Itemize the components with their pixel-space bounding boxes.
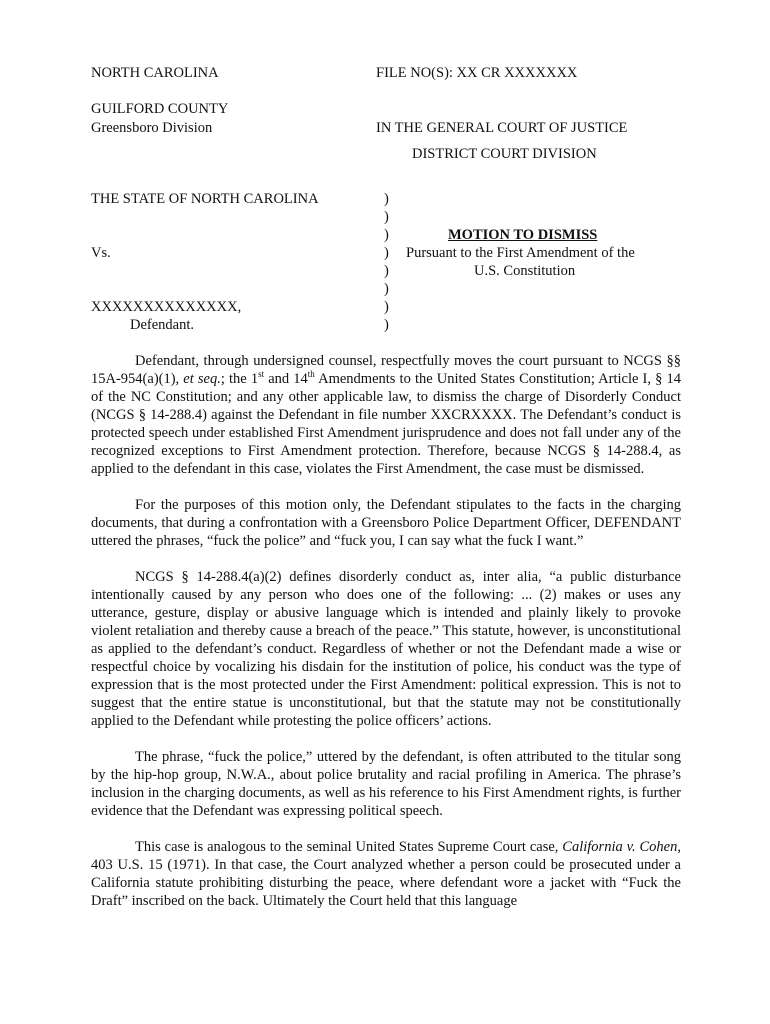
p1-text-c: ; the 1 <box>220 371 259 387</box>
paragraph-3: NCGS § 14-288.4(a)(2) defines disorderly conduct as, inter alia, “a public disturbance intentionally caused by any person who does one of the following: ... (2) makes or uses any utterance, gesture, display or abusive language which is intended and plainly likely to provoke violent retaliation and thereby cause a breach of the peace.” This statute, however, is unconstitutional as applied to the defendant’s conduct. Regardless of whether or not the Defendant made a wise or respectful choice by vocalizing his disdain for the institution of police, his conduct was the type of expression that is the most protected under the First Amendment: political expression. This is not to suggest that the entire statue is unconstitutional, but that the statute may not be constitutionally applied to the Defendant while protesting the police officers’ actions. <box>91 569 681 729</box>
division-name: Greensboro Division <box>91 120 213 136</box>
p1-superscript-2: th <box>307 369 315 380</box>
defendant-name: XXXXXXXXXXXXXX, <box>91 299 242 315</box>
p1-text-e: Amendments to the United States Constitution; Article I, § 14 of the NC Constitution; and any other applicable law, to dismiss the charge of Disorderly Conduct (NCGS § 14-288.4) against the Defendant in file number XXCRXXXX. The Defendant’s conduct is protected speech under established First Amendment jurisprudence and does not fall under any of the recognized exceptions to First Amendment protection. Therefore, because NCGS § 14-288.4, as applied to the defendant in this case, violates the First Amendment, the case must be dismissed. <box>91 371 681 477</box>
paren: ) <box>384 209 389 225</box>
paragraph-4: The phrase, “fuck the police,” uttered by the defendant, is often attributed to the titular song by the hip-hop group, N.W.A., about police brutality and racial profiling in America. The phrase’s inclusion in the charging documents, as well as his reference to his First Amendment rights, is further evidence that the Defendant was expressing political speech. <box>91 749 681 819</box>
state-name: NORTH CAROLINA <box>91 65 219 81</box>
versus-label: Vs. <box>91 245 111 261</box>
county-name: GUILFORD COUNTY <box>91 101 229 117</box>
court-name: IN THE GENERAL COURT OF JUSTICE <box>376 120 628 136</box>
case-citation: California v. Cohen <box>562 839 678 855</box>
motion-body <box>91 352 681 928</box>
motion-title: MOTION TO DISMISS <box>448 227 598 243</box>
plaintiff-name: THE STATE OF NORTH CAROLINA <box>91 191 319 207</box>
paren: ) <box>384 299 389 315</box>
motion-subtitle-line-1: Pursuant to the First Amendment of the <box>406 245 635 261</box>
paragraph-5 <box>91 838 681 910</box>
paren: ) <box>384 191 389 207</box>
p5-text-b: , 403 U.S. 15 (1971). In that case, the Court analyzed whether a person could be prosecuted under a California statute prohibiting disturbing the peace, where defendant wore a jacket with “Fuck the Draft” inscribed on the back. Ultimately the Court held that this language <box>91 839 681 909</box>
p1-text-a: Defendant, through undersigned counsel, respectfully moves the court pursuant to NCGS §§ 15A-954(a)(1), <box>91 353 681 387</box>
p1-superscript-1: st <box>258 369 265 380</box>
paren: ) <box>384 263 389 279</box>
paragraph-2: For the purposes of this motion only, the Defendant stipulates to the facts in the charging documents, that during a confrontation with a Greensboro Police Department Officer, DEFENDANT uttered the phrases, “fuck the police” and “fuck you, I can say what the fuck I want.” <box>91 497 681 549</box>
p1-text-d: and 14 <box>264 371 308 387</box>
paren: ) <box>384 227 389 243</box>
court-division: DISTRICT COURT DIVISION <box>412 146 597 162</box>
paragraph-1 <box>91 352 681 478</box>
paren: ) <box>384 245 389 261</box>
defendant-label: Defendant. <box>130 317 195 333</box>
file-number: FILE NO(S): XX CR XXXXXXX <box>376 65 578 81</box>
p1-text-italic: et seq. <box>183 371 221 387</box>
caption-divider <box>384 190 396 334</box>
motion-subtitle-line-2: U.S. Constitution <box>474 263 576 279</box>
paren: ) <box>384 281 389 297</box>
paren: ) <box>384 317 389 333</box>
p5-text-a: This case is analogous to the seminal United States Supreme Court case, <box>135 839 563 855</box>
